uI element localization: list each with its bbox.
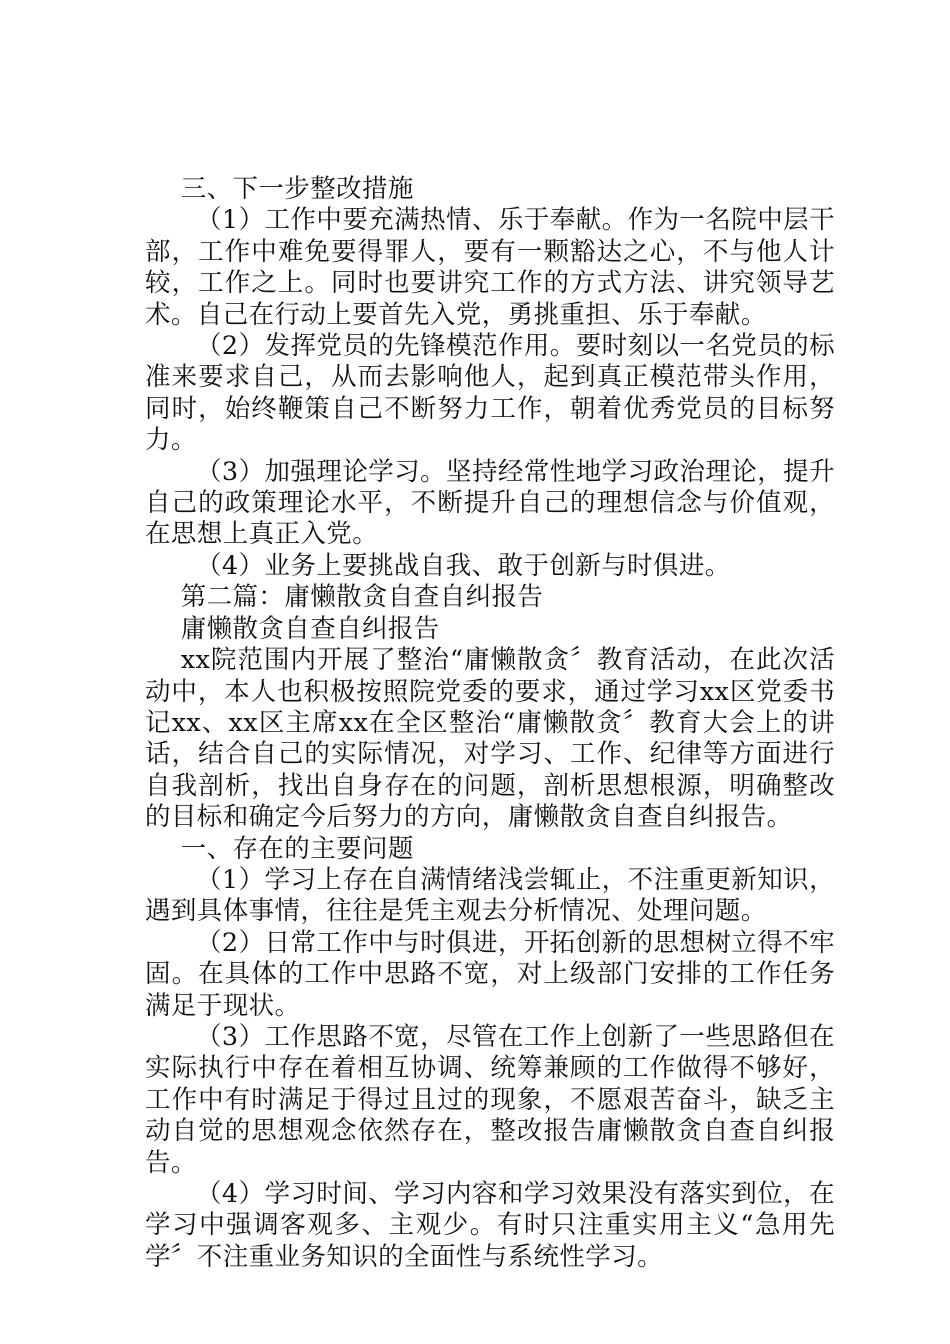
measure-3-paragraph: （3）加强理论学习。坚持经常性地学习政治理论，提升自己的政策理论水平，不断提升自己的理想信念与价值观，在思想上真正入党。 [145, 456, 835, 550]
measure-4-paragraph: （4）业务上要挑战自我、敢于创新与时俱进。 [196, 550, 731, 581]
problem-3-paragraph: （3）工作思路不宽，尽管在工作上创新了一些思路但在实际执行中存在着相互协调、统筹兼顾的工作做得不够好，工作中有时满足于得过且过的现象，不愿艰苦奋斗，缺乏主动自觉的思想观念依然存在，整改报告庸懒散贪自查自纠报告。 [145, 1021, 835, 1178]
document-body [145, 174, 835, 1273]
section3-heading: 三、下一步整改措施 [180, 174, 414, 204]
report-title: 庸懒散贪自查自纠报告 [180, 613, 440, 644]
part2-title: 第二篇：庸懒散贪自查自纠报告 [180, 582, 544, 613]
measure-1-paragraph: （1）工作中要充满热情、乐于奉献。作为一名院中层干部，工作中难免要得罪人，要有一颗豁达之心，不与他人计较，工作之上。同时也要讲究工作的方式方法、讲究领导艺术。自己在行动上要首先入党，勇挑重担、乐于奉献。 [145, 205, 835, 330]
intro-paragraph: xx院范围内开展了整治“庸懒散贪〞教育活动，在此次活动中，本人也积极按照院党委的要求，通过学习xx区党委书记xx、xx区主席xx在全区整治“庸懒散贪〞教育大会上的讲话，结合自己的实际情况，对学习、工作、纪律等方面进行自我剖析，找出自身存在的问题，剖析思想根源，明确整改的目标和确定今后努力的方向，庸懒散贪自查自纠报告。 [145, 645, 835, 833]
measure-2-paragraph: （2）发挥党员的先锋模范作用。要时刻以一名党员的标准来要求自己，从而去影响他人，起到真正模范带头作用，同时，始终鞭策自己不断努力工作，朝着优秀党员的目标努力。 [145, 331, 835, 456]
problem-4-paragraph: （4）学习时间、学习内容和学习效果没有落实到位，在学习中强调客观多、主观少。有时只注重实用主义“急用先学〞不注重业务知识的全面性与系统性学习。 [145, 1179, 835, 1272]
section1-heading: 一、存在的主要问题 [180, 833, 414, 864]
problem-2-paragraph: （2）日常工作中与时俱进，开拓创新的思想树立得不牢固。在具体的工作中思路不宽，对上级部门安排的工作任务满足于现状。 [145, 927, 835, 1021]
problem-1-paragraph: （1）学习上存在自满情绪浅尝辄止，不注重更新知识，遇到具体事情，往往是凭主观去分析情况、处理问题。 [145, 864, 835, 927]
